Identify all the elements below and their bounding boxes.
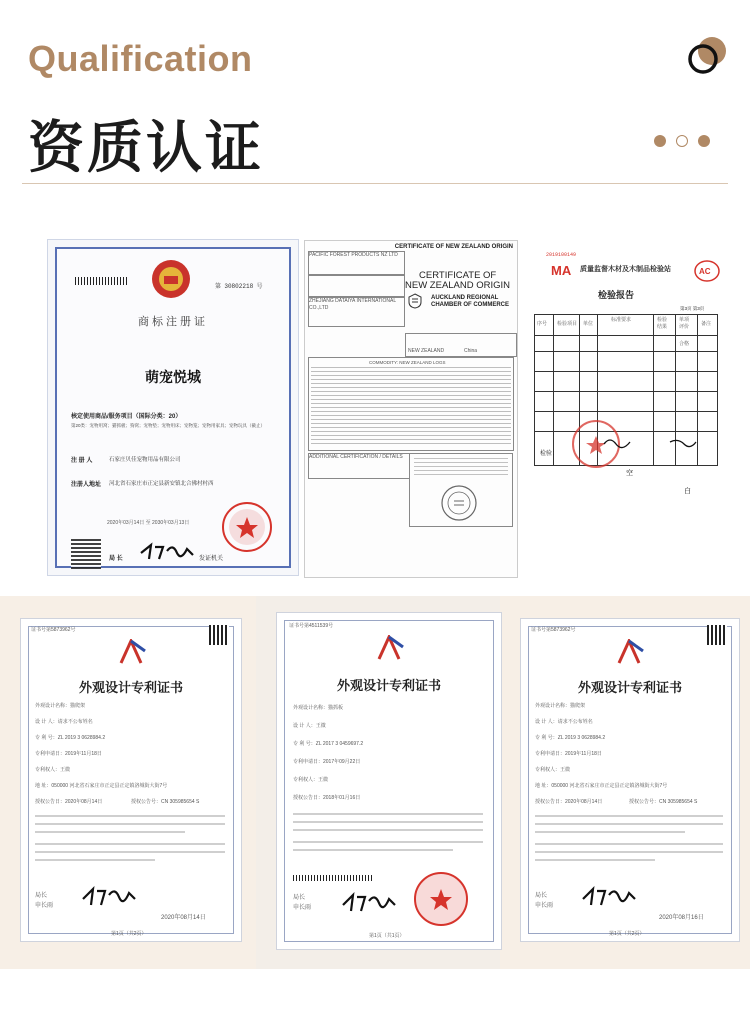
page-number: 第1页（共2页）: [609, 931, 645, 937]
patent-title: 外观设计专利证书: [78, 681, 183, 696]
section-title-cn: 资质认证: [28, 116, 264, 181]
cnas-logo-icon: [694, 260, 720, 282]
certification-box: [409, 453, 513, 527]
patent-owner: 专利权人：王微: [35, 767, 71, 773]
announce-number: 授权公告号：CN 305985654 S: [629, 799, 698, 805]
pagination-dots: [654, 135, 710, 147]
grant-date: 2020年08月16日: [659, 915, 704, 921]
judge-pass: 合格: [679, 341, 690, 347]
origin-box: NEW ZEALAND China: [405, 333, 517, 357]
trademark-number: 第 30802218 号: [215, 283, 263, 290]
national-emblem-icon: [151, 259, 191, 299]
svg-text:AC: AC: [699, 267, 711, 276]
barcode: [75, 277, 127, 285]
dot-filled: [654, 135, 666, 147]
signature: [579, 883, 637, 909]
qr-code: [707, 625, 727, 645]
section-title-en: Qualification: [28, 38, 253, 79]
nz-origin-certificate: [304, 240, 518, 578]
patent-cert-no: 证书号第5873962号: [31, 627, 76, 633]
scope-label: 核定使用商品/服务项目（国际分类：20）: [71, 414, 182, 420]
validity-period: 2020年03月14日 至 2030年03月13日: [107, 520, 190, 526]
designer: 设 计 人：王微: [293, 723, 326, 729]
patent-certificate-3: [520, 618, 740, 942]
apply-date: 专利申请日：2019年11月18日: [35, 751, 102, 757]
patent-title: 外观设计专利证书: [336, 679, 441, 694]
director-label: 局长: [35, 893, 48, 899]
patent-number: 专 利 号：ZL 2019 3 0628984.2: [35, 735, 106, 741]
cma-logo-icon: [550, 262, 576, 278]
report-page: 第3页 第3页: [680, 306, 705, 311]
announce-date: 授权公告日：2020年08月14日: [35, 799, 103, 805]
registrant-address: 河北省石家庄市正定县新安镇北合佛村村西: [109, 481, 214, 487]
trademark-heading: 商标注册证: [138, 315, 208, 328]
patent-owner: 专利权人：王微: [535, 767, 571, 773]
decorative-circle-icon: [686, 34, 730, 78]
goods-rows: [311, 367, 511, 447]
designer: 设 计 人：请求不公布姓名: [35, 719, 93, 725]
page-number: 第1页（共1页）: [369, 933, 405, 939]
patent-owner: 专利权人：王微: [293, 777, 329, 783]
patent-seal-icon: [413, 871, 469, 927]
director-name: 申长雨: [35, 903, 54, 909]
dot-hollow: [676, 135, 688, 147]
issuer-label: 发证机关: [199, 556, 224, 562]
grant-date: 2020年08月14日: [161, 915, 206, 921]
patent-number: 专 利 号：ZL 2017 3 0459697.2: [293, 741, 364, 747]
scope-text: 第20类：宠物用窝；猫抓板；狗窝；宠物垫；宠物用床；宠物笼；宠物用家具；宠物玩具（截止）: [71, 423, 266, 428]
apply-date: 专利申请日：2019年11月18日: [535, 751, 602, 757]
nz-top-title: CERTIFICATE OF NEW ZEALAND ORIGIN: [394, 244, 513, 250]
nz-crest-icon: [407, 293, 423, 309]
official-seal-icon: [221, 501, 273, 553]
registrant-label: 注 册 人: [71, 458, 93, 464]
inspector-signatures: [600, 434, 700, 450]
goods-table: COMMODITY: NEW ZEALAND LOGS: [308, 357, 514, 451]
patent-title: 外观设计专利证书: [577, 681, 682, 696]
patent-certificate-1: [20, 618, 242, 942]
cnipa-logo-icon: [117, 639, 147, 665]
designer: 设 计 人：请求不公布姓名: [535, 719, 593, 725]
director-label: 局长: [293, 895, 306, 901]
signature: [339, 889, 397, 915]
report-title: 检验报告: [598, 290, 635, 300]
announce-number: 授权公告号：CN 305985654 S: [131, 799, 200, 805]
brand-name: 萌宠悦城: [145, 369, 201, 385]
cert-text-lines: [414, 458, 508, 478]
registrant-name: 石家庄贝佳宠物用品有限公司: [109, 457, 181, 463]
testing-org: 质量监督木材及木制品检验站: [580, 266, 671, 273]
patent-certificate-2: [276, 612, 502, 950]
nz-big-title: CERTIFICATE OF NEW ZEALAND ORIGIN: [405, 270, 511, 291]
director-label: 局 长: [109, 556, 123, 562]
certificate-frame: [55, 247, 291, 568]
announce-date: 授权公告日：2020年08月14日: [535, 799, 603, 805]
cnipa-logo-icon: [615, 639, 645, 665]
table-header: 序号 检验项目 单位 标准要求 检验结果 单项评价 备注: [535, 315, 717, 336]
address-label: 注册人地址: [71, 482, 102, 488]
director-name: 申长雨: [293, 905, 312, 911]
qr-code: [209, 625, 229, 645]
design-name: 外观设计名称：猫爬架: [35, 703, 86, 709]
director-label: 局长: [535, 893, 548, 899]
svg-text:MA: MA: [551, 263, 572, 278]
dot-filled: [698, 135, 710, 147]
chamber-stamp-icon: [440, 484, 478, 522]
consignee-box-top: [308, 275, 405, 297]
patent-number: 专 利 号：ZL 2019 3 0628984.2: [535, 735, 606, 741]
blank-marker-1: 空: [626, 470, 633, 477]
design-name: 外观设计名称：猫爬架: [535, 703, 586, 709]
patent-cert-no: 证书号第4511539号: [289, 623, 334, 629]
signature: [137, 539, 197, 563]
signer-label: 检验：: [540, 451, 559, 457]
page-number: 第1页（共2页）: [111, 931, 147, 937]
blank-marker-2: 白: [684, 488, 691, 495]
director-name: 申长雨: [535, 903, 554, 909]
design-name: 外观设计名称：猫抓板: [293, 705, 344, 711]
owner-address: 地 址：050000 河北省石家庄市正定县正定镇洛城街大街7号: [35, 783, 168, 789]
announce-date: 授权公告日：2018年01月16日: [293, 795, 361, 801]
exporter-box: PACIFIC FOREST PRODUCTS NZ LTD: [308, 251, 405, 275]
wood-test-report: [530, 240, 735, 570]
trademark-certificate: [47, 239, 299, 576]
cnipa-logo-icon: [375, 635, 405, 661]
chamber-name: AUCKLAND REGIONAL CHAMBER OF COMMERCE: [431, 295, 509, 308]
additional-box: ADDITIONAL CERTIFICATION / DETAILS: [308, 453, 410, 479]
patent-cert-no: 证书号第5873962号: [531, 627, 576, 633]
report-number: 2019100149: [546, 252, 577, 258]
owner-address: 地 址：050000 河北省石家庄市正定县正定镇洛城街大街7号: [535, 783, 668, 789]
apply-date: 专利申请日：2017年09月22日: [293, 759, 361, 765]
qr-code: [71, 539, 101, 569]
consignee-box: ZHEJIANG DATAIYA INTERNATIONAL CO.,LTD: [308, 297, 405, 327]
signature: [79, 883, 137, 909]
header-divider: [22, 183, 728, 184]
